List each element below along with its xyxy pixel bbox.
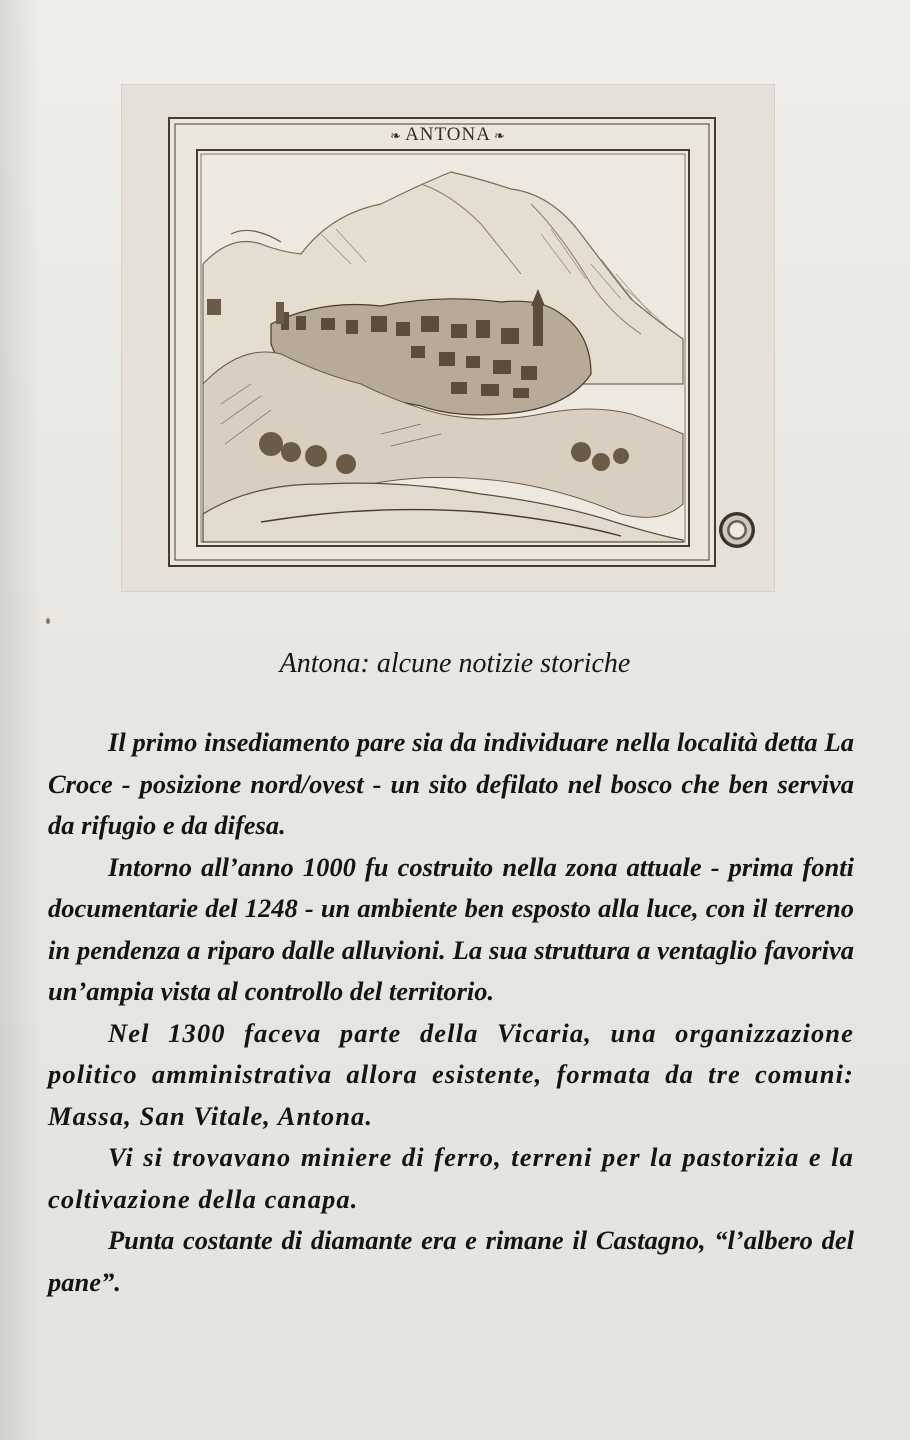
collection-stamp	[719, 512, 755, 548]
paragraph-first-settlement: Il primo insediamento pare sia da individuare nella località detta La Croce - posizione nord/ovest - un sito defilato nel bosco che ben serviva da rifugio e da difesa.	[48, 727, 854, 840]
paragraph-resources: Vi si trovavano miniere di ferro, terreni per la pastorizia e la coltivazione della canapa.	[48, 1142, 854, 1214]
antona-engraving	[121, 84, 775, 592]
paragraph-vicaria: Nel 1300 faceva parte della Vicaria, una organizzazione politico amministrativa allora esistente, formata da tre comuni: Massa, San Vitale, Antona.	[48, 1017, 854, 1131]
engraving-drawing	[121, 84, 775, 592]
title-ornament-left: ❧	[390, 128, 403, 143]
paper-shadow	[0, 0, 40, 1440]
paragraph-chestnut: Punta costante di diamante era e rimane il Castagno, “l’albero del pane”.	[48, 1225, 854, 1297]
engraving-title-text: ANTONA	[405, 124, 491, 145]
title-ornament-right: ❧	[493, 128, 506, 143]
paragraph-year-1000: Intorno all’anno 1000 fu costruito nella zona attuale - prima fonti documentarie del 1248 - un ambiente ben esposto alla luce, con il terreno in pendenza a riparo dalle alluvioni. La sua struttura a ventaglio favoriva un’ampia vista al controllo del territorio.	[48, 851, 854, 1006]
section-caption: Antona: alcune notizie storiche	[279, 648, 631, 679]
paper-spot	[46, 618, 50, 624]
engraving-title	[121, 124, 775, 146]
history-text	[48, 722, 854, 1303]
